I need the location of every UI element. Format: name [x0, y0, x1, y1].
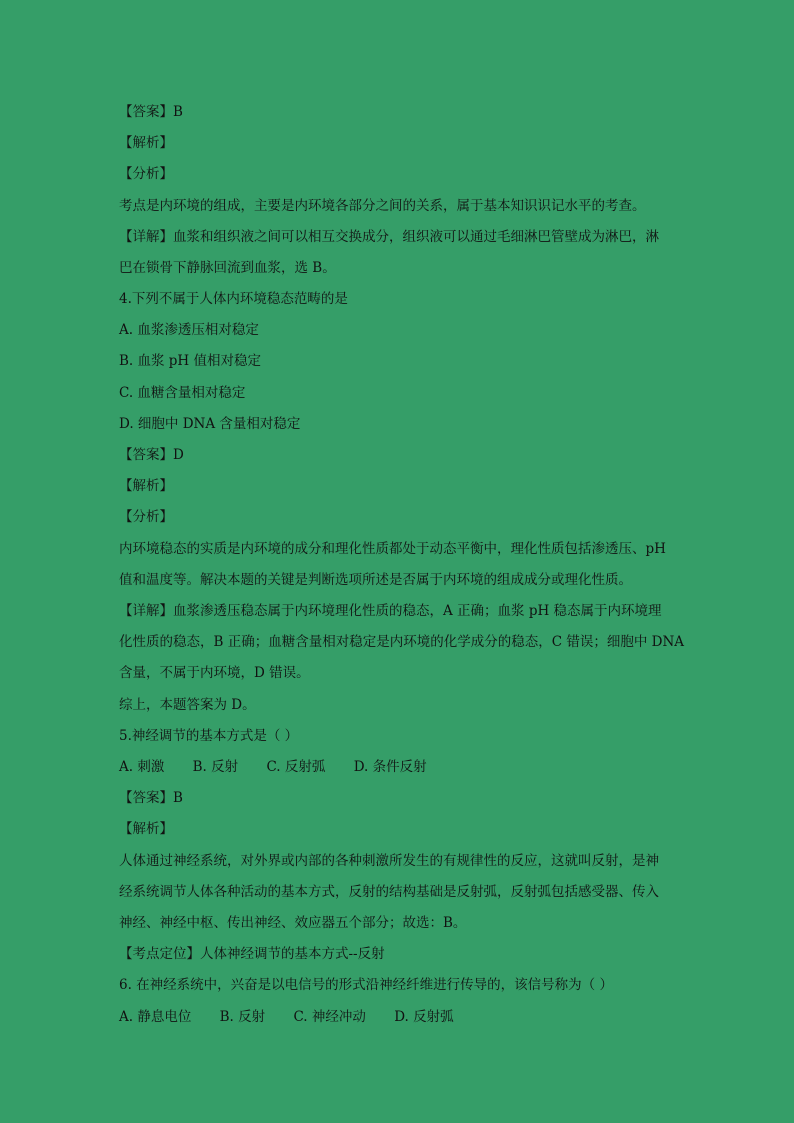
analysis-label-q5: 【解析】 [119, 821, 173, 837]
text-line: 内环境稳态的实质是内环境的成分和理化性质都处于动态平衡中，理化性质包括渗透压、pH [119, 541, 666, 557]
q6-option-c: C. 神经冲动 [293, 1009, 366, 1025]
summary-line: 综上，本题答案为 D。 [119, 697, 256, 713]
q5-option-d: D. 条件反射 [353, 759, 427, 775]
q6-options [119, 1007, 679, 1027]
analysis-label-q3: 【解析】 [119, 135, 173, 151]
text-line: 人体通过神经系统，对外界或内部的各种刺激所发生的有规律性的反应，这就叫反射，是神 [119, 853, 659, 869]
text-line: 含量，不属于内环境，D 错误。 [119, 665, 310, 681]
fenxi-label-q4: 【分析】 [119, 509, 173, 525]
text-line: 经系统调节人体各种活动的基本方式，反射的结构基础是反射弧，反射弧包括感受器、传入 [119, 884, 659, 900]
kaodian-line: 【考点定位】人体神经调节的基本方式--反射 [119, 946, 385, 962]
answer-label-q3: 【答案】B [119, 104, 183, 120]
question-5: 5.神经调节的基本方式是（ ） [119, 728, 299, 744]
q5-option-c: C. 反射弧 [266, 759, 326, 775]
analysis-label-q4: 【解析】 [119, 478, 173, 494]
text-line: 化性质的稳态，B 正确；血糖含量相对稳定是内环境的化学成分的稳态，C 错误；细胞中 DNA [119, 634, 685, 650]
q5-option-b: B. 反射 [192, 759, 239, 775]
q6-option-d: D. 反射弧 [394, 1009, 454, 1025]
q4-option-b: B. 血浆 pH 值相对稳定 [119, 353, 262, 369]
question-4: 4.下列不属于人体内环境稳态范畴的是 [119, 291, 348, 307]
text-line: 【详解】血浆和组织液之间可以相互交换成分，组织液可以通过毛细淋巴管壁成为淋巴，淋 [119, 229, 659, 245]
q4-option-c: C. 血糖含量相对稳定 [119, 385, 246, 401]
q5-options [119, 757, 679, 777]
text-line: 神经、神经中枢、传出神经、效应器五个部分；故选：B。 [119, 915, 467, 931]
text-line: 考点是内环境的组成，主要是内环境各部分之间的关系，属于基本知识识记水平的考查。 [119, 198, 646, 214]
answer-label-q5: 【答案】B [119, 790, 183, 806]
text-line: 值和温度等。解决本题的关键是判断选项所述是否属于内环境的组成成分或理化性质。 [119, 572, 632, 588]
answer-label-q4: 【答案】D [119, 447, 184, 463]
text-line: 巴在锁骨下静脉回流到血浆，选 B。 [119, 260, 336, 276]
fenxi-label-q3: 【分析】 [119, 166, 173, 182]
q6-option-b: B. 反射 [219, 1009, 266, 1025]
text-line: 【详解】血浆渗透压稳态属于内环境理化性质的稳态，A 正确；血浆 pH 稳态属于内环境理 [119, 603, 662, 619]
q5-option-a: A. 刺激 [119, 759, 165, 775]
q6-option-a: A. 静息电位 [119, 1009, 192, 1025]
q4-option-d: D. 细胞中 DNA 含量相对稳定 [119, 416, 301, 432]
question-6: 6. 在神经系统中，兴奋是以电信号的形式沿神经纤维进行传导的，该信号称为（ ） [119, 977, 613, 993]
q4-option-a: A. 血浆渗透压相对稳定 [119, 322, 259, 338]
